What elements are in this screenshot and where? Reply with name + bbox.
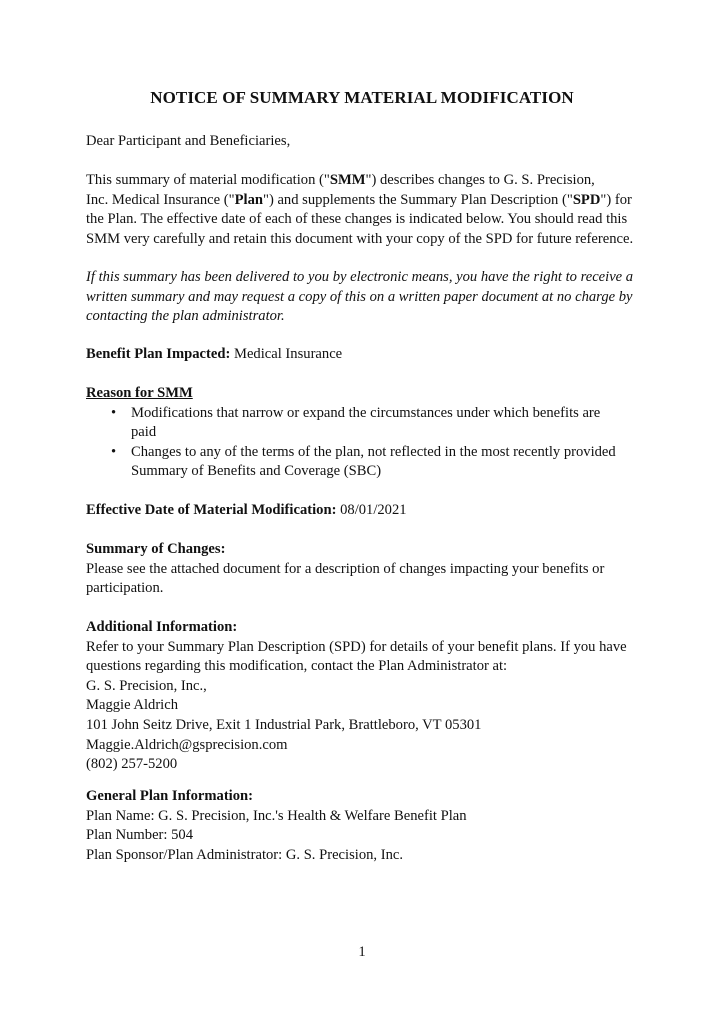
intro-paragraph: [86, 171, 646, 249]
general-plan-information-heading: General Plan Information:: [86, 788, 254, 804]
summary-of-changes-heading: Summary of Changes:: [86, 541, 226, 557]
intro-text: ") and supplements the Summary Plan Description (": [262, 191, 573, 208]
intro-text: ") describes changes to G. S. Precision,: [365, 172, 595, 188]
bullet-icon: •: [111, 404, 117, 421]
salutation: Dear Participant and Beneficiaries,: [86, 133, 291, 149]
page-number: 1: [358, 944, 366, 960]
additional-information-line: Refer to your Summary Plan Description (SPD) for details of your benefit plans. If you have: [86, 638, 627, 655]
plan-term: Plan: [234, 191, 263, 208]
reason-list: [86, 404, 646, 482]
spd-term: SPD: [572, 191, 601, 208]
intro-text: This summary of material modification (": [86, 172, 330, 188]
smm-term: SMM: [329, 172, 366, 188]
reason-item: [86, 404, 646, 443]
reason-item-line: Changes to any of the terms of the plan, not reflected in the most recently provided: [131, 443, 616, 460]
electronic-notice-line: If this summary has been delivered to you by electronic means, you have the right to receive a: [86, 269, 634, 285]
additional-information: [86, 618, 646, 775]
contact-phone: (802) 257-5200: [86, 756, 178, 773]
summary-of-changes-line: Please see the attached document for a description of changes impacting your benefits or: [86, 560, 605, 577]
summary-of-changes: [86, 540, 646, 599]
additional-information-line: questions regarding this modification, contact the Plan Administrator at:: [86, 658, 508, 675]
intro-line-1: [86, 171, 646, 191]
summary-of-changes-line: participation.: [86, 580, 164, 597]
bullet-icon: •: [111, 443, 117, 460]
effective-date: [86, 501, 646, 521]
document-title: NOTICE OF SUMMARY MATERIAL MODIFICATION: [150, 88, 574, 107]
reason-item-line: Summary of Benefits and Coverage (SBC): [131, 463, 382, 480]
plan-name: Plan Name: G. S. Precision, Inc.'s Health & Welfare Benefit Plan: [86, 807, 467, 824]
additional-information-heading: Additional Information:: [86, 619, 238, 635]
electronic-notice-line: contacting the plan administrator.: [86, 308, 285, 325]
effective-date-label: Effective Date of Material Modification:: [86, 502, 337, 518]
benefit-plan-value: Medical Insurance: [233, 346, 343, 362]
reason-item: [86, 443, 646, 482]
intro-line-2: [86, 191, 646, 211]
reason-section: [86, 384, 646, 482]
contact-address: 101 John Seitz Drive, Exit 1 Industrial Park, Brattleboro, VT 05301: [86, 716, 482, 733]
intro-text: Inc. Medical Insurance (": [86, 191, 235, 208]
contact-company: G. S. Precision, Inc.,: [86, 677, 207, 694]
contact-name: Maggie Aldrich: [86, 697, 179, 714]
intro-text: ") for: [600, 191, 632, 208]
reason-item-line: Modifications that narrow or expand the circumstances under which benefits are: [131, 404, 601, 421]
electronic-notice-line: written summary and may request a copy of this on a written paper document at no charge by: [86, 288, 633, 305]
contact-email[interactable]: Maggie.Aldrich@gsprecision.com: [86, 736, 288, 753]
benefit-plan-impacted: [86, 345, 646, 365]
effective-date-value: 08/01/2021: [340, 502, 407, 518]
reason-item-line: paid: [131, 424, 157, 441]
reason-heading: Reason for SMM: [86, 385, 193, 401]
electronic-notice: [86, 268, 646, 327]
plan-number: Plan Number: 504: [86, 827, 194, 844]
general-plan-information: [86, 787, 646, 865]
plan-sponsor: Plan Sponsor/Plan Administrator: G. S. Precision, Inc.: [86, 846, 404, 863]
intro-line-3: the Plan. The effective date of each of these changes is indicated below. You should read this: [86, 211, 628, 228]
benefit-plan-label: Benefit Plan Impacted:: [86, 346, 231, 362]
intro-line-4: SMM very carefully and retain this document with your copy of the SPD for future reference.: [86, 230, 634, 247]
